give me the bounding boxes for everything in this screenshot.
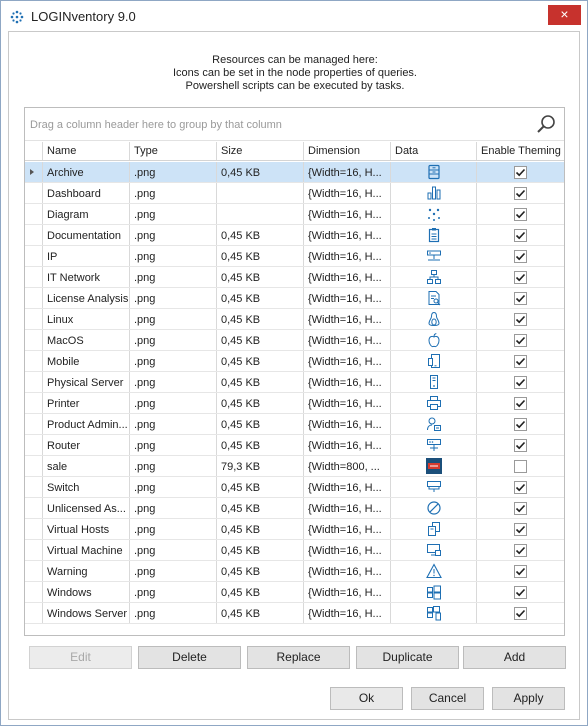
cell-dimension[interactable]: {Width=16, H... <box>304 498 391 518</box>
column-header-name[interactable]: Name <box>43 142 130 160</box>
cell-type[interactable]: .png <box>130 162 217 182</box>
cell-name[interactable]: sale <box>43 456 130 476</box>
table-row[interactable] <box>25 288 564 309</box>
cell-type[interactable]: .png <box>130 435 217 455</box>
cell-enable-theming[interactable] <box>477 288 564 308</box>
cell-dimension[interactable]: {Width=16, H... <box>304 267 391 287</box>
cell-dimension[interactable]: {Width=16, H... <box>304 225 391 245</box>
table-row[interactable] <box>25 309 564 330</box>
linux-icon <box>426 311 442 327</box>
checkmark-icon <box>515 587 526 598</box>
title-bar <box>1 1 587 31</box>
enable-theming-checkbox[interactable] <box>514 544 527 557</box>
switch-icon <box>426 479 442 495</box>
ip-icon <box>426 248 442 264</box>
cell-enable-theming[interactable] <box>477 393 564 413</box>
cell-dimension[interactable]: {Width=16, H... <box>304 435 391 455</box>
cell-size[interactable]: 0,45 KB <box>217 519 304 539</box>
cell-dimension[interactable]: {Width=16, H... <box>304 393 391 413</box>
row-indicator <box>25 204 43 224</box>
cell-data[interactable] <box>391 225 477 245</box>
table-row[interactable] <box>25 267 564 288</box>
cell-size[interactable]: 0,45 KB <box>217 603 304 623</box>
cell-enable-theming[interactable] <box>477 582 564 602</box>
checkmark-icon <box>515 293 526 304</box>
cell-dimension[interactable]: {Width=16, H... <box>304 372 391 392</box>
row-indicator <box>25 162 43 182</box>
enable-theming-checkbox[interactable] <box>514 418 527 431</box>
enable-theming-checkbox[interactable] <box>514 586 527 599</box>
cell-size[interactable]: 0,45 KB <box>217 267 304 287</box>
cell-name[interactable]: Documentation <box>43 225 130 245</box>
license-analysis-icon <box>426 290 442 306</box>
cell-size[interactable]: 0,45 KB <box>217 225 304 245</box>
checkmark-icon <box>515 314 526 325</box>
table-row[interactable] <box>25 477 564 498</box>
row-indicator <box>25 267 43 287</box>
enable-theming-checkbox[interactable] <box>514 523 527 536</box>
table-row[interactable] <box>25 351 564 372</box>
table-row[interactable] <box>25 414 564 435</box>
product-admin-icon <box>426 416 442 432</box>
cell-size[interactable]: 0,45 KB <box>217 309 304 329</box>
row-indicator <box>25 582 43 602</box>
replace-button[interactable]: Replace <box>247 646 350 669</box>
cell-dimension[interactable]: {Width=16, H... <box>304 183 391 203</box>
cell-type[interactable]: .png <box>130 309 217 329</box>
row-indicator <box>25 183 43 203</box>
row-indicator <box>25 456 43 476</box>
app-logo-icon <box>10 10 24 24</box>
cell-dimension[interactable]: {Width=16, H... <box>304 162 391 182</box>
cell-type[interactable]: .png <box>130 204 217 224</box>
table-row[interactable] <box>25 540 564 561</box>
cell-type[interactable]: .png <box>130 519 217 539</box>
cell-data[interactable] <box>391 582 477 602</box>
enable-theming-checkbox[interactable] <box>514 565 527 578</box>
cell-size[interactable]: 0,45 KB <box>217 477 304 497</box>
cell-enable-theming[interactable] <box>477 162 564 182</box>
row-indicator <box>25 330 43 350</box>
enable-theming-checkbox[interactable] <box>514 481 527 494</box>
table-row[interactable] <box>25 246 564 267</box>
row-indicator <box>25 498 43 518</box>
cell-dimension[interactable]: {Width=16, H... <box>304 330 391 350</box>
cell-data[interactable] <box>391 540 477 560</box>
cell-enable-theming[interactable] <box>477 435 564 455</box>
router-icon <box>426 437 442 453</box>
table-row[interactable] <box>25 498 564 519</box>
cell-type[interactable]: .png <box>130 582 217 602</box>
checkmark-icon <box>515 608 526 619</box>
window-title: LOGINventory 9.0 <box>31 9 136 24</box>
resources-grid <box>24 107 565 636</box>
cell-data[interactable] <box>391 603 477 623</box>
column-header-type[interactable]: Type <box>130 142 217 160</box>
virtual-machine-icon <box>426 542 442 558</box>
row-indicator <box>25 435 43 455</box>
checkmark-icon <box>515 251 526 262</box>
cell-enable-theming[interactable] <box>477 204 564 224</box>
info-line: Icons can be set in the node properties of queries. <box>173 67 417 79</box>
enable-theming-checkbox[interactable] <box>514 376 527 389</box>
table-row[interactable] <box>25 393 564 414</box>
checkmark-icon <box>515 482 526 493</box>
row-indicator <box>25 246 43 266</box>
row-indicator <box>25 540 43 560</box>
table-row[interactable] <box>25 456 564 477</box>
cell-size[interactable]: 0,45 KB <box>217 393 304 413</box>
cell-size[interactable]: 0,45 KB <box>217 162 304 182</box>
cell-data[interactable] <box>391 498 477 518</box>
search-icon[interactable] <box>535 114 557 136</box>
enable-theming-checkbox[interactable] <box>514 208 527 221</box>
cell-name[interactable]: Product Admin... <box>43 414 130 434</box>
duplicate-button[interactable]: Duplicate <box>356 646 459 669</box>
cell-name[interactable]: Linux <box>43 309 130 329</box>
network-icon <box>426 269 442 285</box>
cell-name[interactable]: Windows <box>43 582 130 602</box>
cell-enable-theming[interactable] <box>477 519 564 539</box>
cell-enable-theming[interactable] <box>477 225 564 245</box>
row-indicator <box>25 288 43 308</box>
cell-data[interactable] <box>391 267 477 287</box>
cell-data[interactable] <box>391 435 477 455</box>
cell-type[interactable]: .png <box>130 393 217 413</box>
cell-data[interactable] <box>391 372 477 392</box>
enable-theming-checkbox[interactable] <box>514 460 527 473</box>
column-header-data[interactable]: Data <box>391 142 477 160</box>
cell-enable-theming[interactable] <box>477 246 564 266</box>
table-row[interactable] <box>25 519 564 540</box>
dashboard-icon <box>426 185 442 201</box>
delete-button[interactable]: Delete <box>138 646 241 669</box>
cell-name[interactable]: MacOS <box>43 330 130 350</box>
cell-enable-theming[interactable] <box>477 372 564 392</box>
cell-type[interactable]: .png <box>130 351 217 371</box>
cell-name[interactable]: Windows Server <box>43 603 130 623</box>
cell-enable-theming[interactable] <box>477 267 564 287</box>
cell-enable-theming[interactable] <box>477 414 564 434</box>
enable-theming-checkbox[interactable] <box>514 355 527 368</box>
enable-theming-checkbox[interactable] <box>514 250 527 263</box>
checkmark-icon <box>515 188 526 199</box>
cell-data[interactable] <box>391 414 477 434</box>
checkmark-icon <box>515 167 526 178</box>
table-row[interactable] <box>25 603 564 624</box>
cell-size[interactable] <box>217 204 304 224</box>
edit-button[interactable]: Edit <box>29 646 132 669</box>
checkmark-icon <box>515 524 526 535</box>
row-indicator <box>25 414 43 434</box>
cell-size[interactable]: 0,45 KB <box>217 351 304 371</box>
checkmark-icon <box>515 356 526 367</box>
ok-button[interactable]: Ok <box>330 687 403 710</box>
table-row[interactable] <box>25 225 564 246</box>
warning-icon <box>426 563 442 579</box>
cell-data[interactable] <box>391 561 477 581</box>
cell-name[interactable]: IT Network <box>43 267 130 287</box>
row-indicator <box>25 351 43 371</box>
column-header-enable-theming[interactable]: Enable Theming <box>481 145 561 157</box>
row-indicator <box>25 477 43 497</box>
cell-enable-theming[interactable] <box>477 498 564 518</box>
cell-size[interactable]: 0,45 KB <box>217 582 304 602</box>
cell-name[interactable]: Mobile <box>43 351 130 371</box>
cell-size[interactable]: 0,45 KB <box>217 288 304 308</box>
info-text <box>9 54 581 93</box>
cell-dimension[interactable]: {Width=16, H... <box>304 561 391 581</box>
column-header-dimension[interactable]: Dimension <box>304 142 391 160</box>
cell-type[interactable]: .png <box>130 414 217 434</box>
cell-name[interactable]: IP <box>43 246 130 266</box>
cell-data[interactable] <box>391 246 477 266</box>
cell-dimension[interactable]: {Width=16, H... <box>304 246 391 266</box>
cell-type[interactable]: .png <box>130 603 217 623</box>
table-row[interactable] <box>25 162 564 183</box>
checkmark-icon <box>515 398 526 409</box>
table-row[interactable] <box>25 582 564 603</box>
checkmark-icon <box>515 335 526 346</box>
enable-theming-checkbox[interactable] <box>514 166 527 179</box>
cell-dimension[interactable]: {Width=800, ... <box>304 456 391 476</box>
cell-enable-theming[interactable] <box>477 330 564 350</box>
row-indicator <box>25 603 43 623</box>
enable-theming-checkbox[interactable] <box>514 313 527 326</box>
row-indicator <box>25 561 43 581</box>
windows-icon <box>426 584 442 600</box>
cell-type[interactable]: .png <box>130 477 217 497</box>
cell-data[interactable] <box>391 288 477 308</box>
cell-name[interactable]: Printer <box>43 393 130 413</box>
cell-dimension[interactable]: {Width=16, H... <box>304 582 391 602</box>
checkmark-icon <box>515 272 526 283</box>
cell-size[interactable]: 0,45 KB <box>217 540 304 560</box>
table-row[interactable] <box>25 561 564 582</box>
cell-name[interactable]: Unlicensed As... <box>43 498 130 518</box>
cell-type[interactable]: .png <box>130 267 217 287</box>
cell-dimension[interactable]: {Width=16, H... <box>304 309 391 329</box>
table-row[interactable] <box>25 183 564 204</box>
column-header-size[interactable]: Size <box>217 142 304 160</box>
enable-theming-checkbox[interactable] <box>514 271 527 284</box>
table-row[interactable] <box>25 330 564 351</box>
close-button[interactable]: × <box>548 5 581 25</box>
table-row[interactable] <box>25 372 564 393</box>
cell-enable-theming[interactable] <box>477 603 564 623</box>
cell-name[interactable]: Warning <box>43 561 130 581</box>
table-row[interactable] <box>25 204 564 225</box>
cell-size[interactable]: 0,45 KB <box>217 435 304 455</box>
info-line: Resources can be managed here: <box>212 54 378 66</box>
table-row[interactable] <box>25 435 564 456</box>
cell-size[interactable]: 0,45 KB <box>217 372 304 392</box>
cell-type[interactable]: .png <box>130 498 217 518</box>
cell-size[interactable]: 0,45 KB <box>217 330 304 350</box>
enable-theming-checkbox[interactable] <box>514 229 527 242</box>
cell-size[interactable]: 0,45 KB <box>217 414 304 434</box>
row-indicator <box>25 225 43 245</box>
checkmark-icon <box>515 419 526 430</box>
checkmark-icon <box>515 503 526 514</box>
row-indicator <box>25 393 43 413</box>
cell-data[interactable] <box>391 351 477 371</box>
documentation-icon <box>426 227 442 243</box>
cell-data[interactable] <box>391 309 477 329</box>
cancel-button[interactable]: Cancel <box>411 687 484 710</box>
checkmark-icon <box>515 230 526 241</box>
cell-name[interactable]: Dashboard <box>43 183 130 203</box>
cell-name[interactable]: Virtual Hosts <box>43 519 130 539</box>
checkmark-icon <box>515 545 526 556</box>
apply-button[interactable]: Apply <box>492 687 565 710</box>
cell-type[interactable]: .png <box>130 246 217 266</box>
cell-dimension[interactable]: {Width=16, H... <box>304 519 391 539</box>
apple-icon <box>426 332 442 348</box>
info-line: Powershell scripts can be executed by tasks. <box>185 80 405 92</box>
cell-name[interactable]: Archive <box>43 162 130 182</box>
sale-banner-icon <box>426 458 442 474</box>
cell-enable-theming[interactable] <box>477 477 564 497</box>
cell-data[interactable] <box>391 162 477 182</box>
cell-data[interactable] <box>391 477 477 497</box>
enable-theming-checkbox[interactable] <box>514 439 527 452</box>
archive-icon <box>426 164 442 180</box>
checkmark-icon <box>515 566 526 577</box>
diagram-icon <box>426 206 442 222</box>
enable-theming-checkbox[interactable] <box>514 334 527 347</box>
cell-enable-theming[interactable] <box>477 351 564 371</box>
checkmark-icon <box>515 209 526 220</box>
virtual-hosts-icon <box>426 521 442 537</box>
row-indicator <box>25 309 43 329</box>
cell-type[interactable]: .png <box>130 561 217 581</box>
cell-data[interactable] <box>391 204 477 224</box>
cell-data[interactable] <box>391 330 477 350</box>
cell-data[interactable] <box>391 183 477 203</box>
enable-theming-checkbox[interactable] <box>514 397 527 410</box>
row-indicator <box>25 519 43 539</box>
enable-theming-checkbox[interactable] <box>514 607 527 620</box>
cell-name[interactable]: Physical Server <box>43 372 130 392</box>
add-button[interactable]: Add <box>463 646 566 669</box>
cell-name[interactable]: Virtual Machine <box>43 540 130 560</box>
cell-dimension[interactable]: {Width=16, H... <box>304 540 391 560</box>
cell-type[interactable]: .png <box>130 372 217 392</box>
cell-type[interactable]: .png <box>130 330 217 350</box>
windows-server-icon <box>426 605 442 621</box>
cell-name[interactable]: Switch <box>43 477 130 497</box>
cell-enable-theming[interactable] <box>477 561 564 581</box>
cell-name[interactable]: License Analysis <box>43 288 130 308</box>
cell-size[interactable]: 0,45 KB <box>217 246 304 266</box>
checkmark-icon <box>515 377 526 388</box>
cell-dimension[interactable]: {Width=16, H... <box>304 351 391 371</box>
cell-dimension[interactable]: {Width=16, H... <box>304 603 391 623</box>
group-by-hint: Drag a column header here to group by that column <box>30 119 282 131</box>
cell-dimension[interactable]: {Width=16, H... <box>304 288 391 308</box>
current-row-arrow-icon <box>30 169 34 175</box>
cell-enable-theming[interactable] <box>477 540 564 560</box>
cell-data[interactable] <box>391 456 477 476</box>
cell-name[interactable]: Router <box>43 435 130 455</box>
mobile-icon <box>426 353 442 369</box>
cell-size[interactable] <box>217 183 304 203</box>
server-icon <box>426 374 442 390</box>
cell-enable-theming[interactable] <box>477 309 564 329</box>
cell-dimension[interactable]: {Width=16, H... <box>304 204 391 224</box>
cell-size[interactable]: 0,45 KB <box>217 561 304 581</box>
cell-enable-theming[interactable] <box>477 456 564 476</box>
cell-type[interactable]: .png <box>130 288 217 308</box>
row-indicator-header <box>25 142 43 160</box>
cell-size[interactable]: 79,3 KB <box>217 456 304 476</box>
cell-type[interactable]: .png <box>130 225 217 245</box>
cell-data[interactable] <box>391 519 477 539</box>
unlicensed-icon <box>426 500 442 516</box>
enable-theming-checkbox[interactable] <box>514 502 527 515</box>
group-by-panel[interactable] <box>25 108 564 141</box>
enable-theming-checkbox[interactable] <box>514 292 527 305</box>
checkmark-icon <box>515 440 526 451</box>
enable-theming-checkbox[interactable] <box>514 187 527 200</box>
cell-name[interactable]: Diagram <box>43 204 130 224</box>
cell-dimension[interactable]: {Width=16, H... <box>304 477 391 497</box>
cell-type[interactable]: .png <box>130 183 217 203</box>
cell-enable-theming[interactable] <box>477 183 564 203</box>
printer-icon <box>426 395 442 411</box>
cell-type[interactable]: .png <box>130 540 217 560</box>
row-indicator <box>25 372 43 392</box>
cell-type[interactable]: .png <box>130 456 217 476</box>
grid-header <box>25 142 564 161</box>
cell-data[interactable] <box>391 393 477 413</box>
content-frame <box>8 31 580 720</box>
cell-dimension[interactable]: {Width=16, H... <box>304 414 391 434</box>
cell-size[interactable]: 0,45 KB <box>217 498 304 518</box>
